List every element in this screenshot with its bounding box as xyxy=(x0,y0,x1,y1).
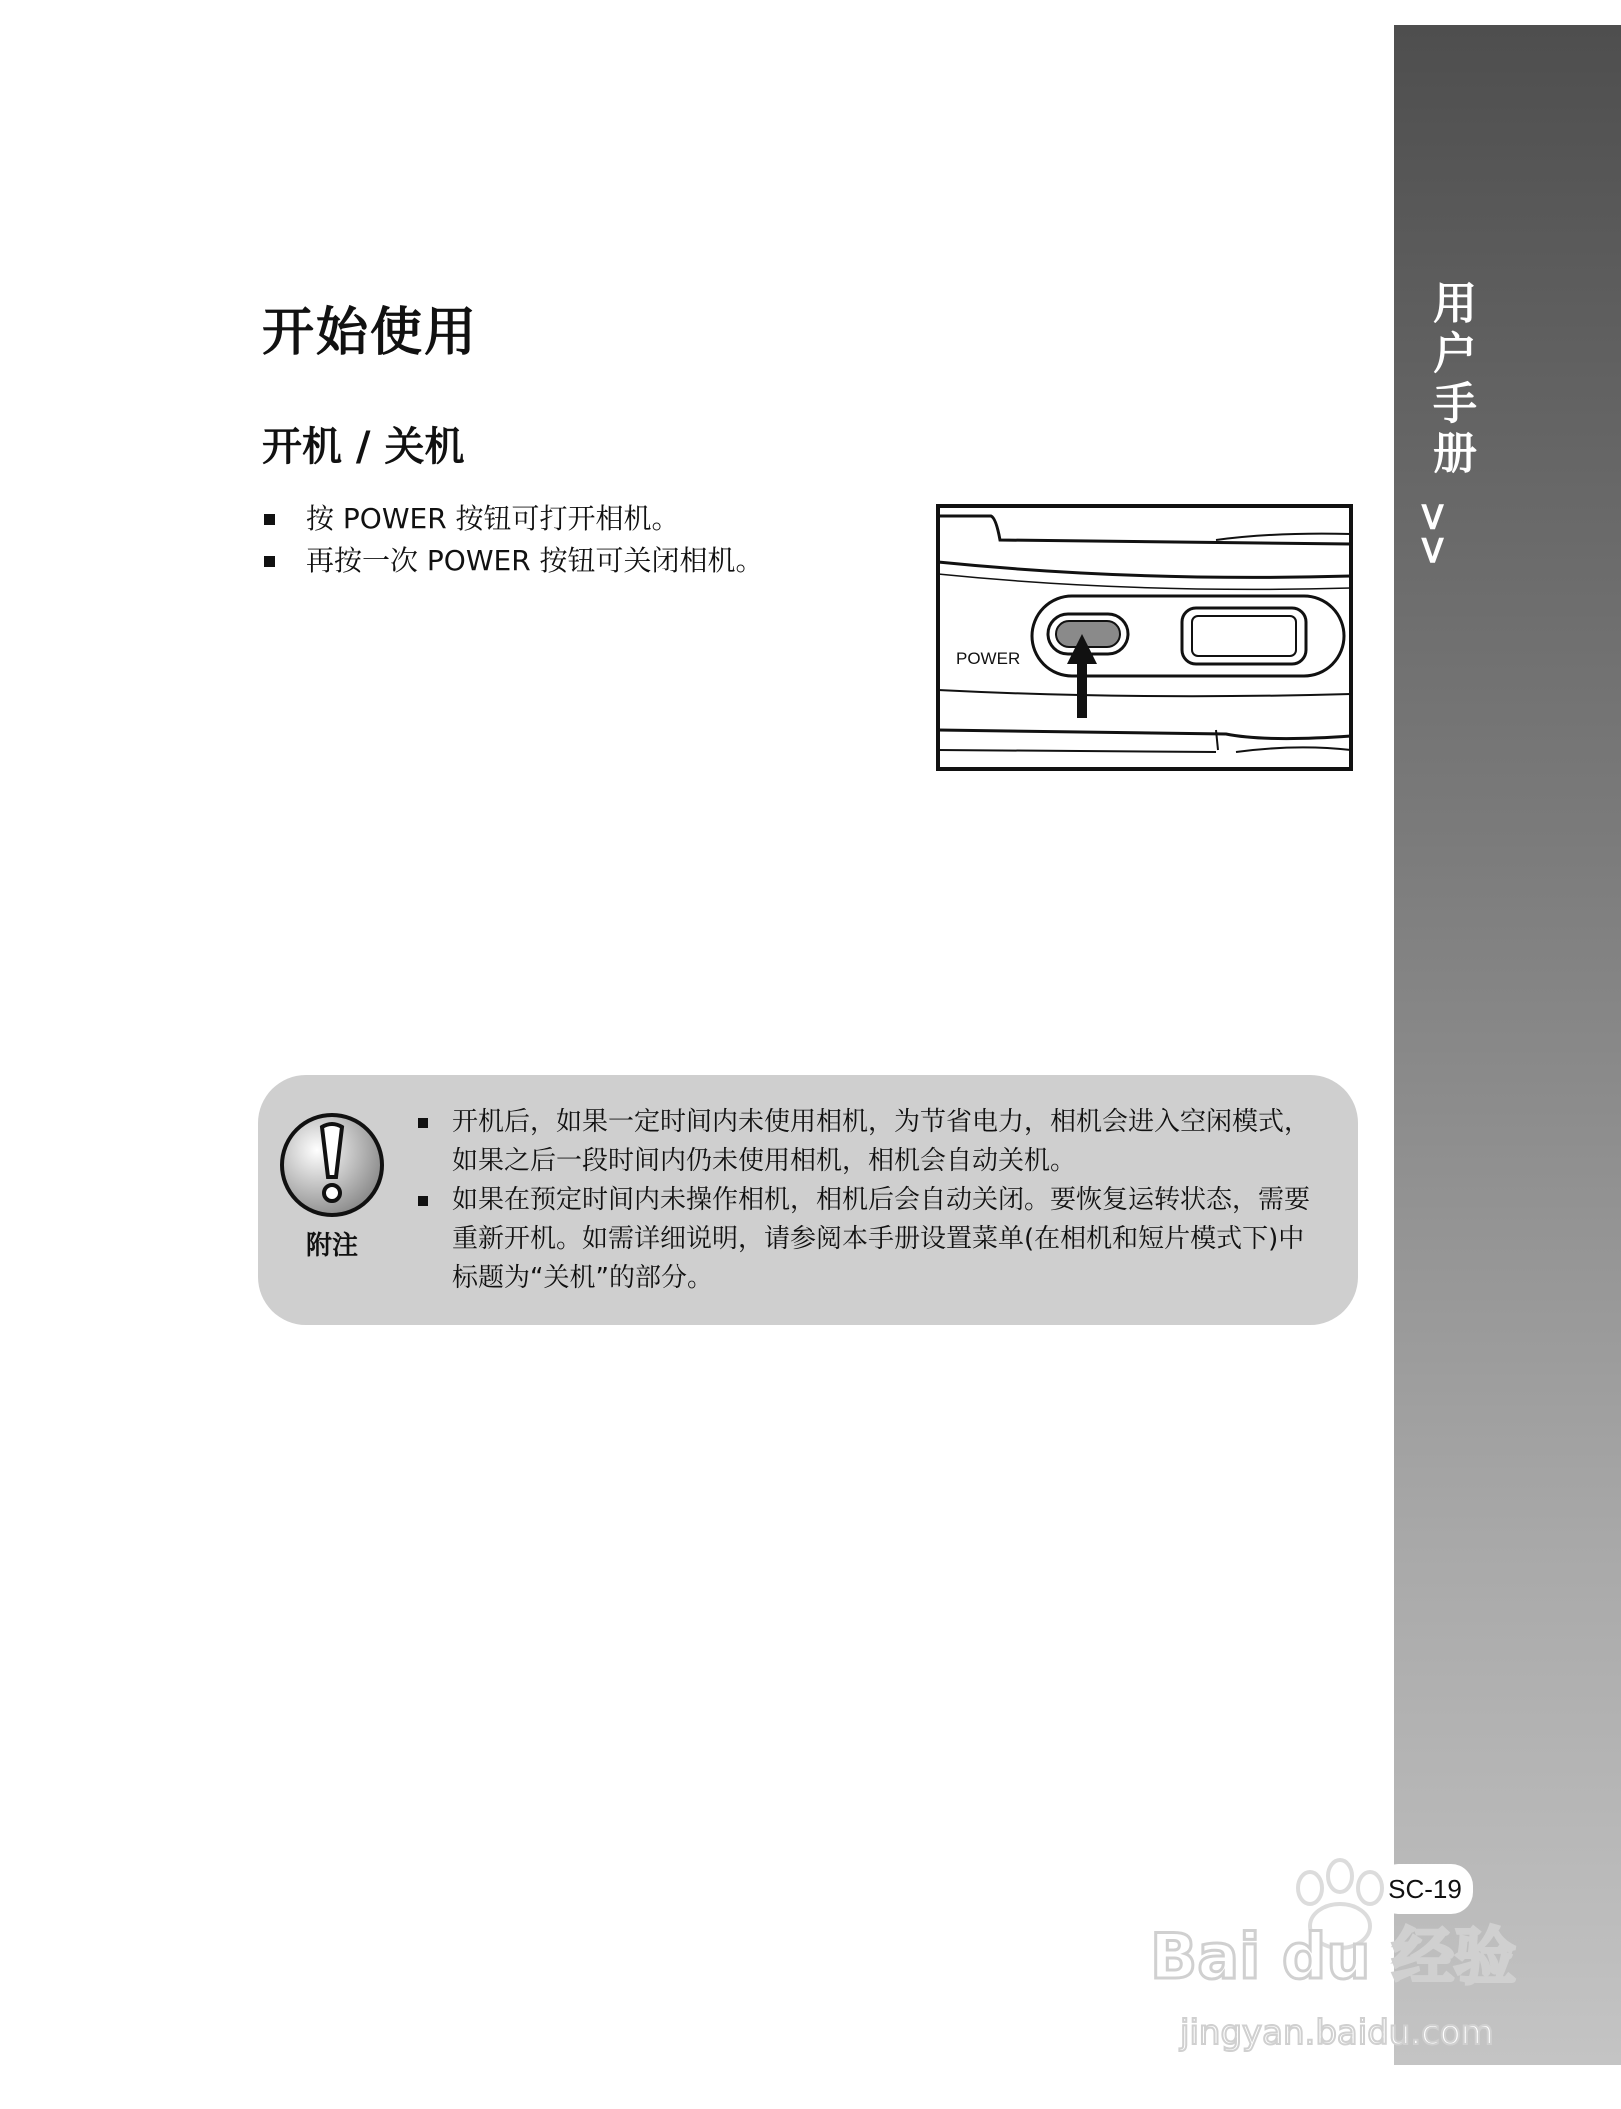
svg-text:jingyan.baidu.com: jingyan.baidu.com xyxy=(1180,2013,1494,2053)
sidebar-arrow: >> xyxy=(1410,500,1456,568)
note-label: 附注 xyxy=(305,1231,358,1261)
note-list xyxy=(418,1103,1328,1298)
sidebar-title: 用户手册 xyxy=(1425,280,1476,480)
instruction-list xyxy=(262,498,902,582)
section-title: 开机 / 关机 xyxy=(262,424,465,470)
note-item: 开机后，如果一定时间内未使用相机，为节省电力，相机会进入空闲模式，如果之后一段时间内仍未使用相机，相机会自动关机。 xyxy=(418,1103,1328,1181)
note-box xyxy=(258,1075,1358,1325)
list-item: 再按一次 POWER 按钮可关闭相机。 xyxy=(262,540,902,582)
svg-text:Bai du 经验: Bai du 经验 xyxy=(1150,1920,1517,1993)
exclamation-icon xyxy=(278,1111,386,1219)
list-item: 按 POWER 按钮可打开相机。 xyxy=(262,498,902,540)
note-item: 如果在预定时间内未操作相机，相机后会自动关闭。要恢复运转状态，需要重新开机。如需详细说明，请参阅本手册设置菜单(在相机和短片模式下)中标题为“关机”的部分。 xyxy=(418,1181,1328,1298)
power-label: POWER xyxy=(956,649,1021,668)
page-number: SC-19 xyxy=(1377,1864,1473,1914)
baidu-watermark xyxy=(1140,1848,1560,2068)
power-button-illustration xyxy=(936,504,1353,771)
page-title: 开始使用 xyxy=(262,303,479,363)
